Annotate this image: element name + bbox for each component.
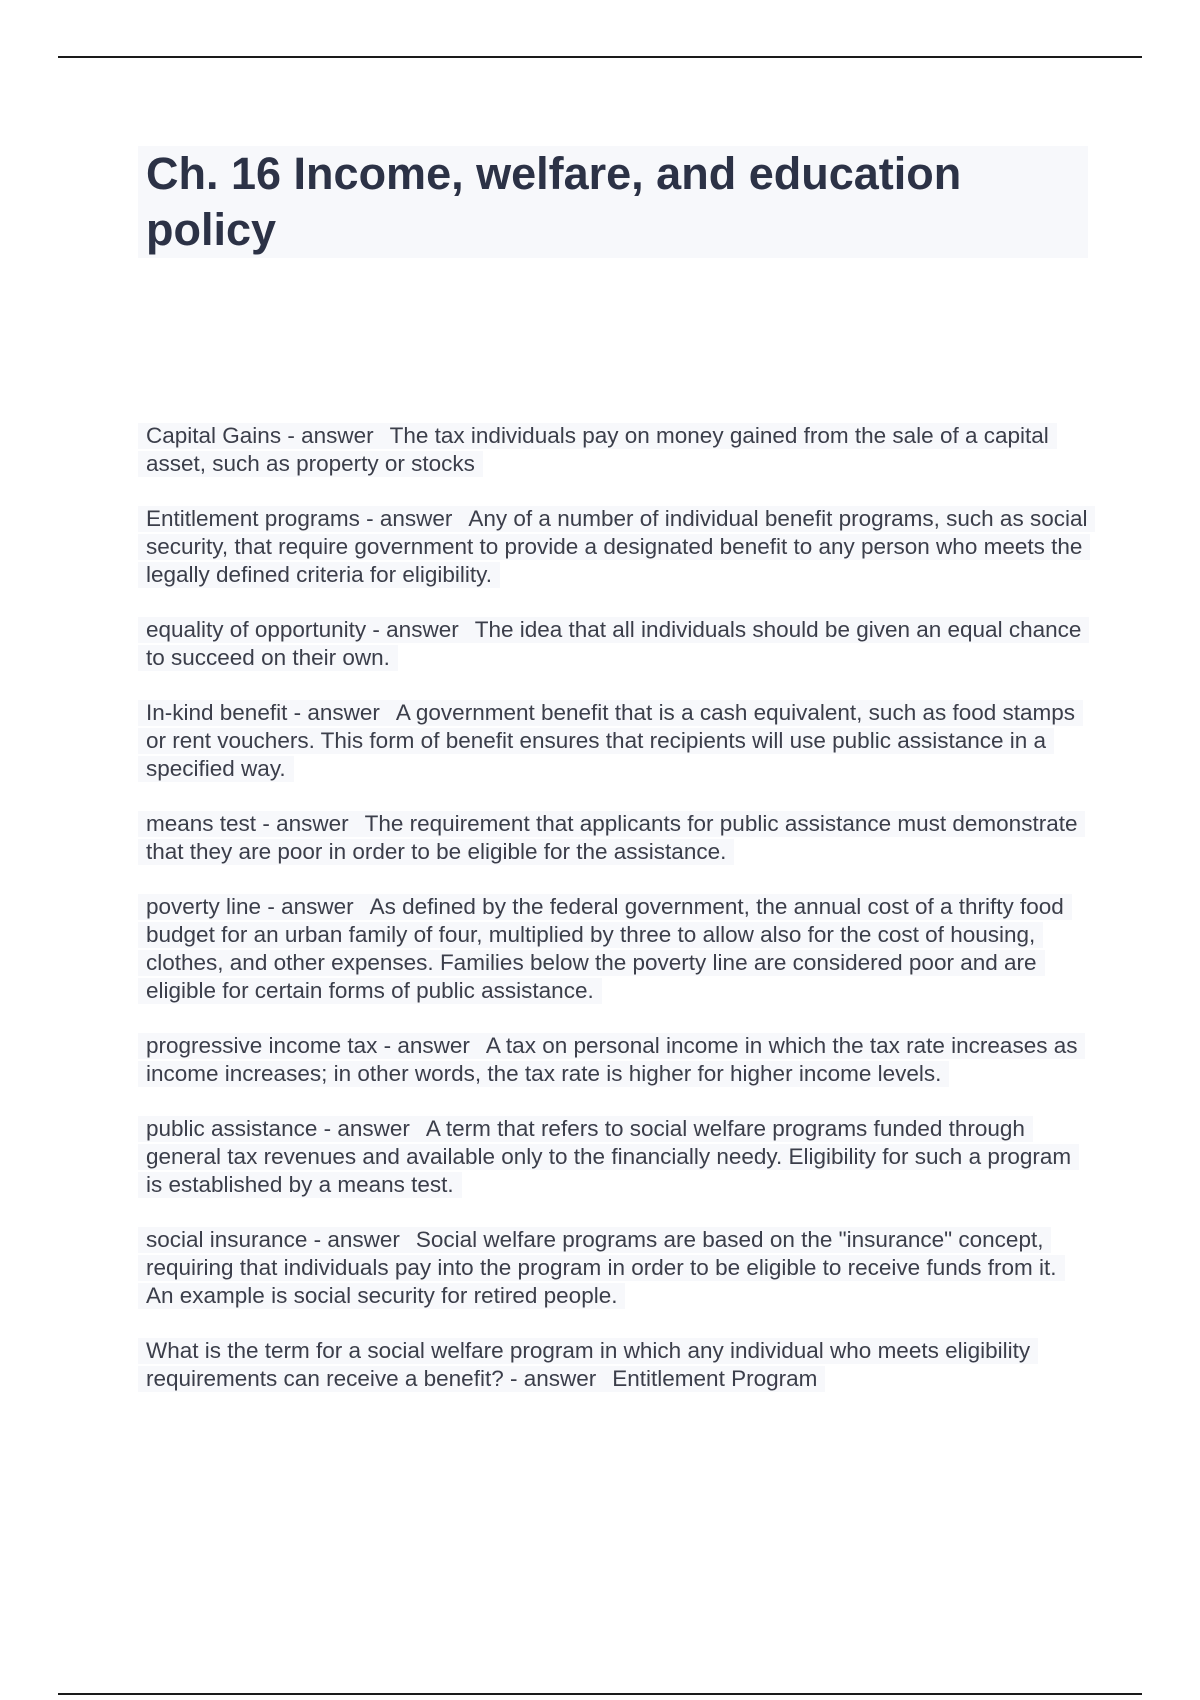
entry-term: equality of opportunity bbox=[146, 617, 367, 642]
bottom-rule bbox=[58, 1693, 1142, 1695]
entry-definition: Social welfare programs are based on the "insurance" concept, requiring that individuals pay into the program in order to be eligible to receive funds from it. An example is social security for retired people. bbox=[146, 1227, 1057, 1308]
flashcard-list bbox=[138, 422, 1088, 1420]
title-block bbox=[138, 146, 1088, 258]
entry-separator: - answer bbox=[323, 1116, 410, 1141]
entry-term: poverty line bbox=[146, 894, 262, 919]
top-rule bbox=[58, 56, 1142, 58]
entry-definition: As defined by the federal government, the annual cost of a thrifty food budget for an urban family of four, multiplied by three to allow also for the cost of housing, clothes, and other expenses. Families below the poverty line are considered poor and are eligible for certain forms of public assistance. bbox=[146, 894, 1064, 1003]
entry-separator: - answer bbox=[383, 1033, 470, 1058]
flashcard-entry bbox=[138, 1337, 1088, 1393]
entry-definition: A tax on personal income in which the tax rate increases as income increases; in other words, the tax rate is higher for higher income levels. bbox=[146, 1033, 1078, 1086]
entry-definition: The requirement that applicants for public assistance must demonstrate that they are poor in order to be eligible for the assistance. bbox=[146, 811, 1078, 864]
entry-separator: - answer bbox=[313, 1227, 400, 1252]
entry-definition: The idea that all individuals should be given an equal chance to succeed on their own. bbox=[146, 617, 1082, 670]
flashcard-entry bbox=[138, 699, 1088, 783]
entry-separator: - answer bbox=[366, 506, 453, 531]
entry-term: Entitlement programs bbox=[146, 506, 360, 531]
entry-definition: Entitlement Program bbox=[612, 1366, 818, 1391]
entry-term: public assistance bbox=[146, 1116, 318, 1141]
flashcard-entry bbox=[138, 616, 1088, 672]
entry-term: means test bbox=[146, 811, 257, 836]
flashcard-entry bbox=[138, 1032, 1088, 1088]
flashcard-entry bbox=[138, 1115, 1088, 1199]
flashcard-entry bbox=[138, 893, 1088, 1005]
entry-definition: A term that refers to social welfare programs funded through general tax revenues and available only to the financially needy. Eligibility for such a program is established by a means test. bbox=[146, 1116, 1072, 1197]
entry-term: social insurance bbox=[146, 1227, 308, 1252]
entry-separator: - answer bbox=[372, 617, 459, 642]
flashcard-entry bbox=[138, 505, 1088, 589]
entry-separator: - answer bbox=[267, 894, 354, 919]
entry-term: In-kind benefit bbox=[146, 700, 288, 725]
entry-separator: - answer bbox=[287, 423, 374, 448]
entry-term: What is the term for a social welfare program in which any individual who meets eligibility requirements can receive a benefit? bbox=[146, 1338, 1031, 1391]
flashcard-entry bbox=[138, 422, 1088, 478]
flashcard-entry bbox=[138, 1226, 1088, 1310]
entry-separator: - answer bbox=[293, 700, 380, 725]
flashcard-entry bbox=[138, 810, 1088, 866]
entry-definition: Any of a number of individual benefit programs, such as social security, that require government to provide a designated benefit to any person who meets the legally defined criteria for eligibility. bbox=[146, 506, 1088, 587]
entry-separator: - answer bbox=[509, 1366, 597, 1391]
page-title: Ch. 16 Income, welfare, and education policy bbox=[146, 148, 962, 255]
entry-term: progressive income tax bbox=[146, 1033, 378, 1058]
entry-definition: The tax individuals pay on money gained from the sale of a capital asset, such as property or stocks bbox=[146, 423, 1049, 476]
entry-separator: - answer bbox=[262, 811, 349, 836]
entry-term: Capital Gains bbox=[146, 423, 282, 448]
entry-definition: A government benefit that is a cash equivalent, such as food stamps or rent vouchers. This form of benefit ensures that recipients will use public assistance in a specified way. bbox=[146, 700, 1076, 781]
